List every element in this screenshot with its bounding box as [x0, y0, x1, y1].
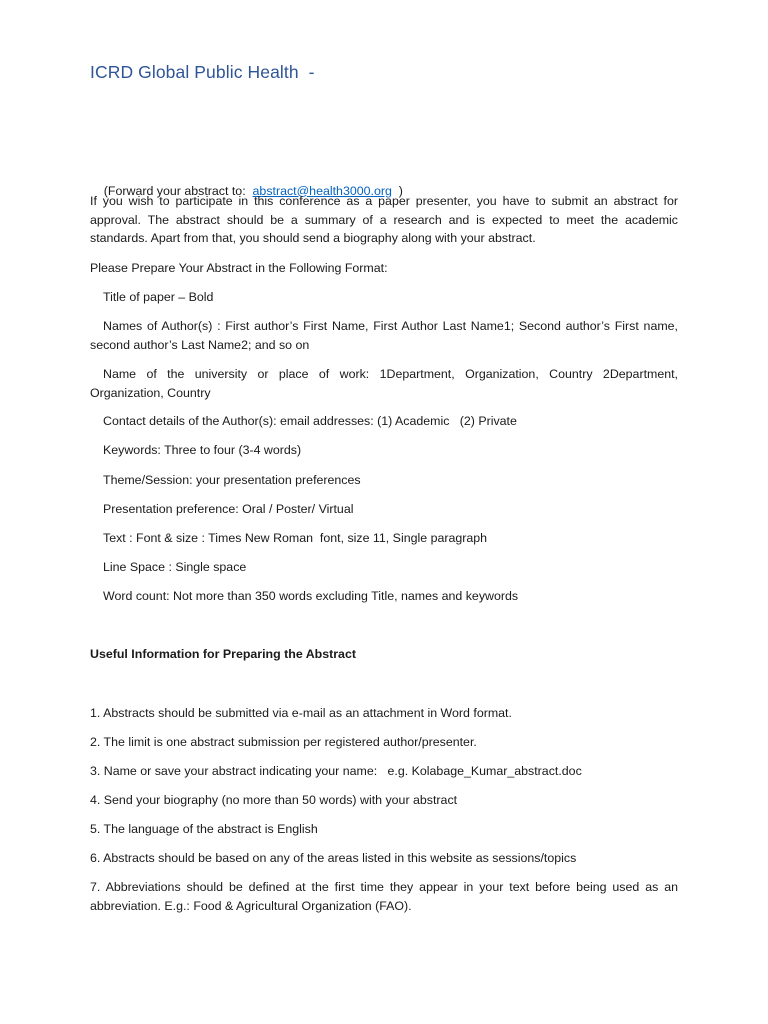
useful-item-6: 6. Abstracts should be based on any of the areas listed in this website as sessions/topics: [90, 851, 577, 865]
format-item-presentation: Presentation preference: Oral / Poster/ Virtual: [103, 502, 354, 516]
format-intro: Please Prepare Your Abstract in the Following Format:: [90, 261, 388, 275]
format-item-affiliation: Name of the university or place of work: 1Department, Organization, Country 2Department, Organization, Country: [90, 367, 678, 400]
useful-item-5: 5. The language of the abstract is English: [90, 822, 318, 836]
useful-info-heading: Useful Information for Preparing the Abstract: [90, 647, 356, 661]
useful-item-1: 1. Abstracts should be submitted via e-mail as an attachment in Word format.: [90, 706, 512, 720]
forward-suffix: ): [391, 183, 403, 198]
document-title: ICRD Global Public Health -: [90, 62, 315, 82]
useful-item-3: 3. Name or save your abstract indicating your name: e.g. Kolabage_Kumar_abstract.doc: [90, 764, 582, 778]
intro-paragraph: If you wish to participate in this conference as a paper presenter, you have to submit an abstract for approval. The abstract should be a summary of a research and is expected to meet the academic standards. Apart from that, you should send a biography along with your abstract.: [90, 194, 678, 245]
format-item-contact: Contact details of the Author(s): email addresses: (1) Academic (2) Private: [103, 414, 517, 428]
useful-item-4: 4. Send your biography (no more than 50 words) with your abstract: [90, 793, 458, 807]
format-item-font: Text : Font & size : Times New Roman font, size 11, Single paragraph: [103, 531, 488, 545]
format-item-title: Title of paper – Bold: [103, 290, 214, 304]
format-item-keywords: Keywords: Three to four (3-4 words): [103, 443, 302, 457]
useful-item-2: 2. The limit is one abstract submission per registered author/presenter.: [90, 735, 477, 749]
abstract-email-link[interactable]: abstract@health3000.org: [252, 183, 392, 198]
format-item-authors: Names of Author(s) : First author’s First Name, First Author Last Name1; Second author’s First name, second author’s Last Name2; and so on: [90, 319, 678, 352]
document-page: [90, 0, 678, 1024]
useful-item-7: 7. Abbreviations should be defined at the first time they appear in your text before being used as an abbreviation. E.g.: Food & Agricultural Organization (FAO).: [90, 880, 678, 913]
format-item-word-count: Word count: Not more than 350 words excluding Title, names and keywords: [103, 589, 519, 603]
format-item-theme: Theme/Session: your presentation preferences: [103, 473, 361, 487]
format-item-line-space: Line Space : Single space: [103, 560, 247, 574]
forward-prefix: (Forward your abstract to:: [103, 183, 253, 198]
